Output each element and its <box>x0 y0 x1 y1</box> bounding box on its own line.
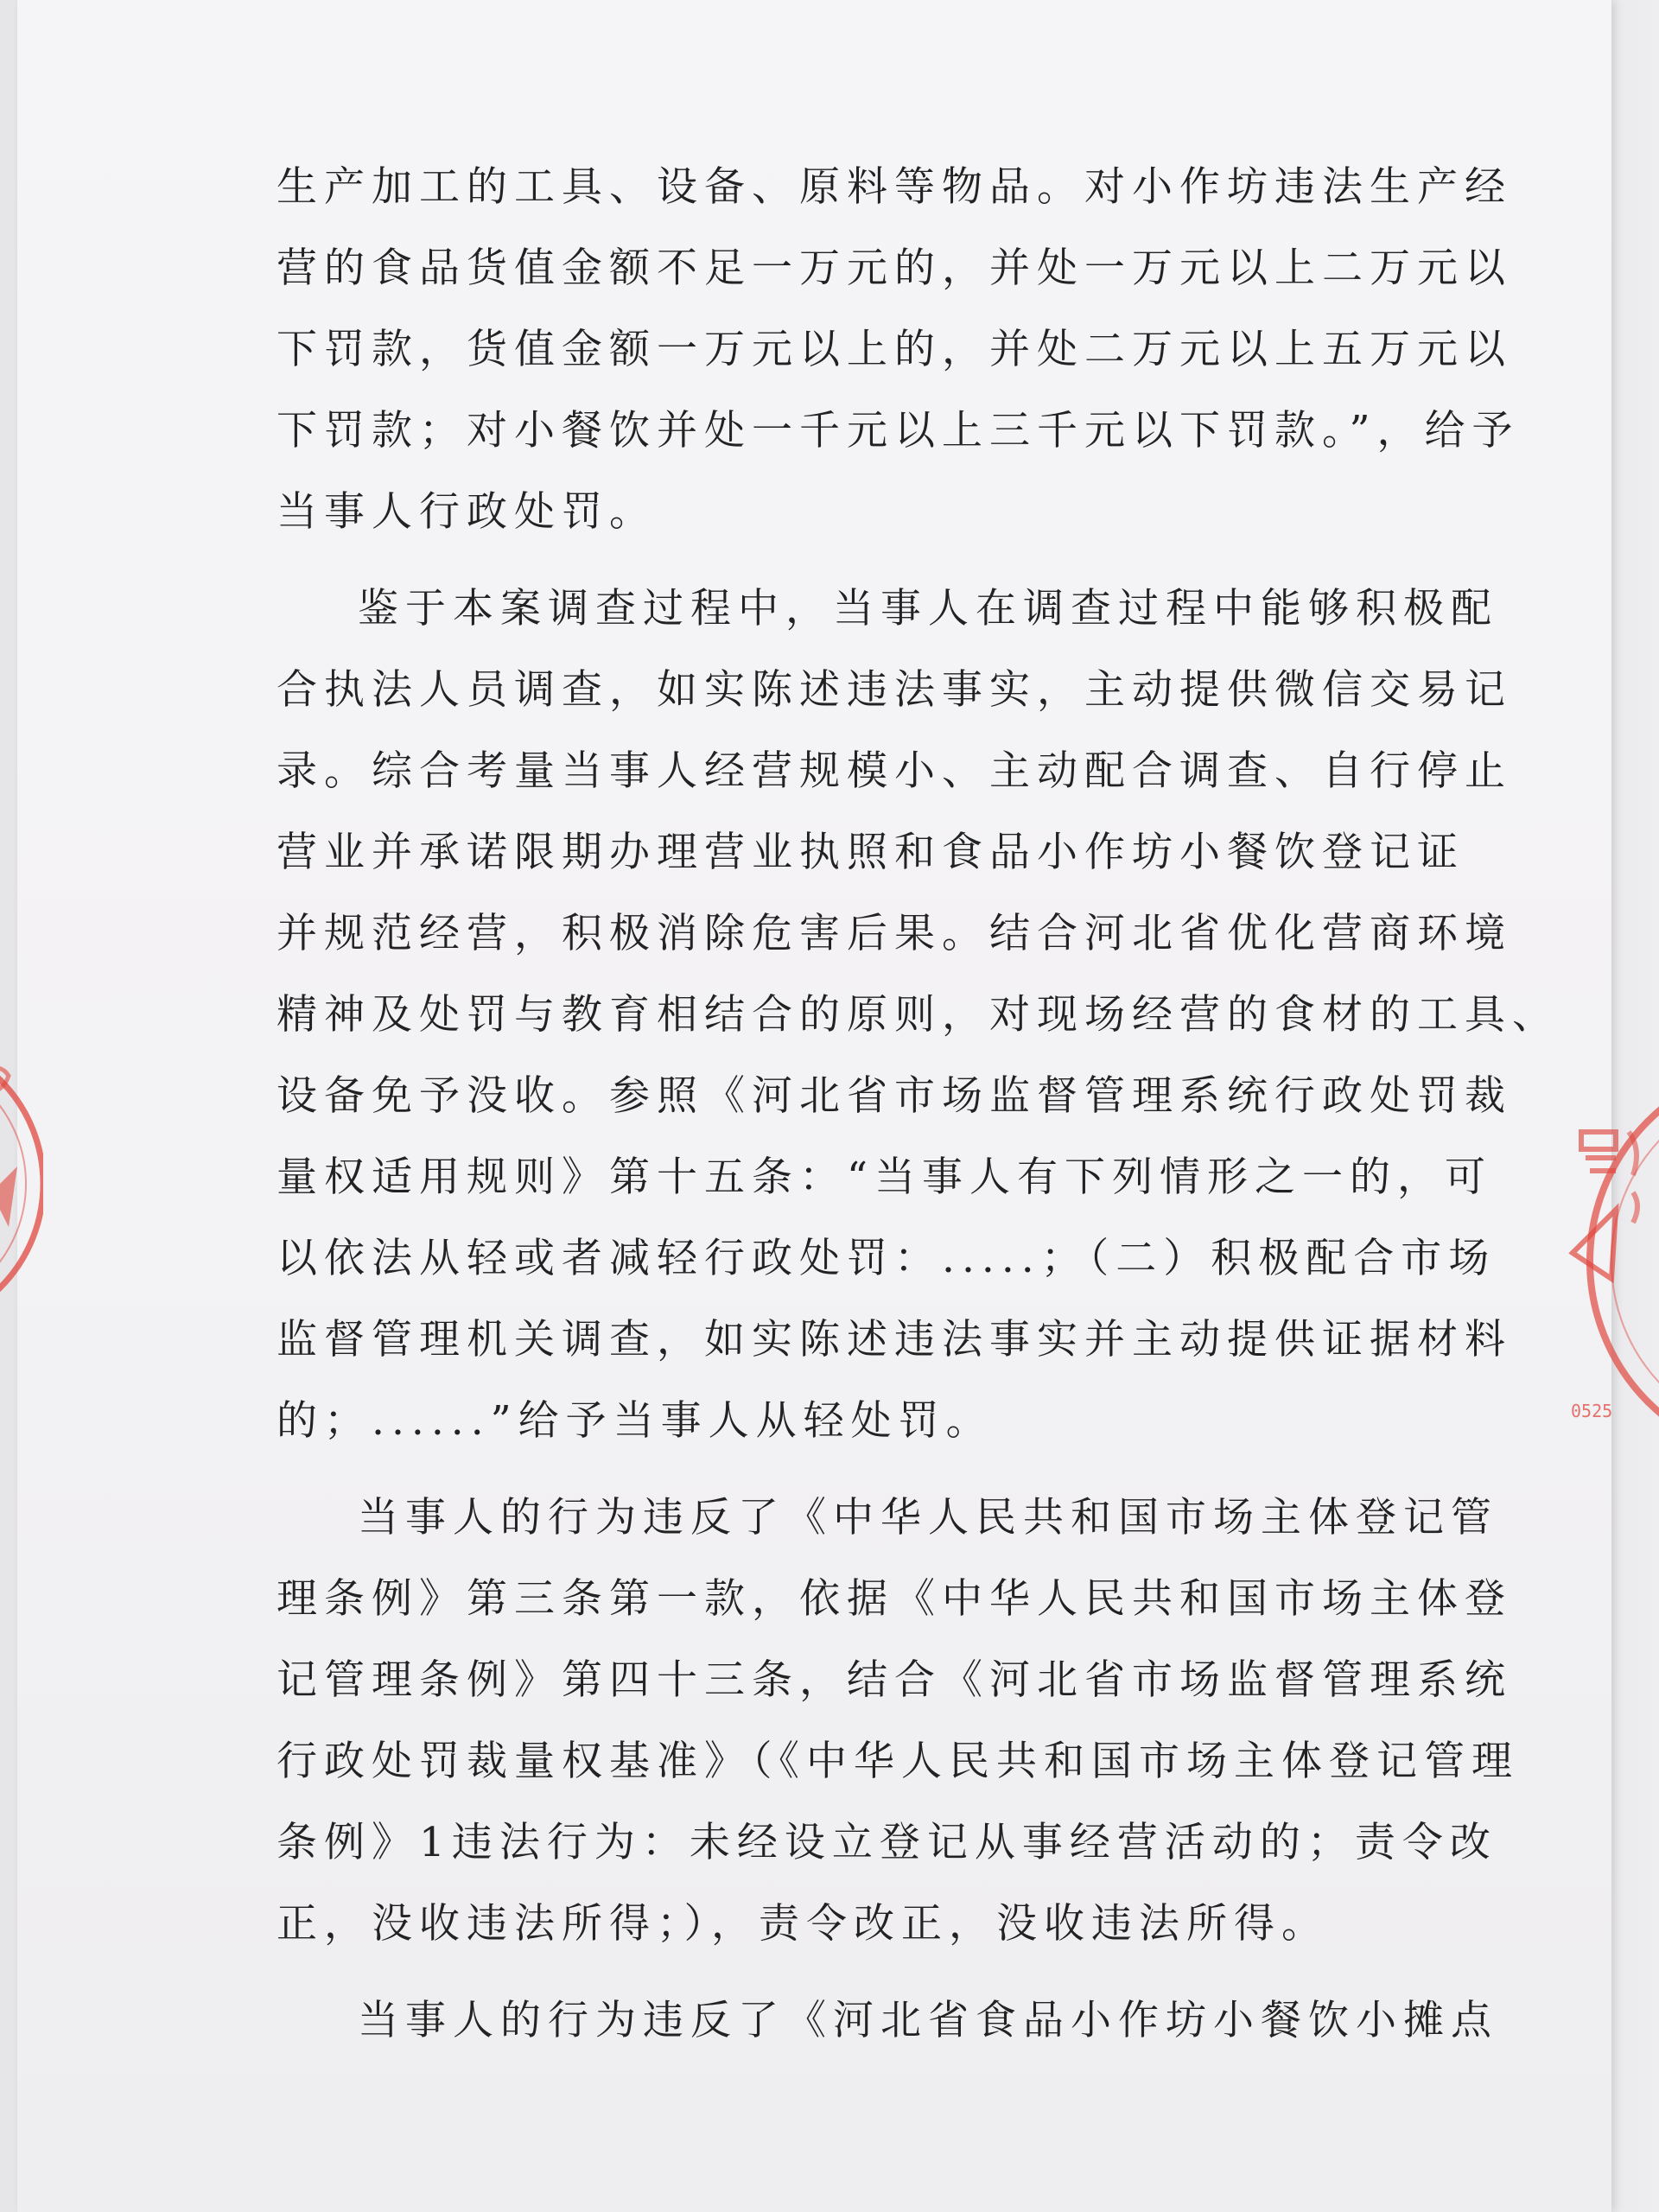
text-line: 营业并承诺限期办理营业执照和食品小作坊小餐饮登记证 <box>276 829 1465 876</box>
text-line: 生产加工的工具、设备、原料等物品。对小作坊违法生产经 <box>276 163 1512 211</box>
text-line: 监督管理机关调查，如实陈述违法事实并主动提供证据材料 <box>276 1316 1512 1363</box>
text-line: 行政处罚裁量权基准》（《中华人民共和国市场主体登记管理 <box>276 1738 1519 1785</box>
left-seal-stamp <box>0 1020 43 1348</box>
text-line: 量权适用规则》第十五条：“当事人有下列情形之一的，可 <box>276 1154 1493 1201</box>
text-line: 理条例》第三条第一款，依据《中华人民共和国市场主体登 <box>276 1575 1512 1623</box>
stamp-digits: 0525 <box>1571 1401 1613 1421</box>
right-seal-stamp <box>1564 1080 1659 1443</box>
text-line: 设备免予没收。参照《河北省市场监督管理系统行政处罚裁 <box>276 1072 1512 1120</box>
text-line: 下罚款，货值金额一万元以上的，并处二万元以上五万元以 <box>276 326 1512 373</box>
paragraph-gap <box>276 1965 1452 1980</box>
paragraph-gap <box>276 553 1452 569</box>
text-line: 当事人的行为违反了《河北省食品小作坊小餐饮小摊点 <box>358 1997 1498 2044</box>
body-text <box>276 147 1560 2062</box>
text-line: 下罚款；对小餐饮并处一千元以上三千元以下罚款。”，给予 <box>276 407 1520 454</box>
text-line: 记管理条例》第四十三条，结合《河北省市场监督管理系统 <box>276 1656 1512 1704</box>
text-line: 录。综合考量当事人经营规模小、主动配合调查、自行停止 <box>276 747 1512 795</box>
text-line: 以依法从轻或者减轻行政处罚：.....；（二）积极配合市场 <box>276 1235 1497 1282</box>
text-line: 并规范经营，积极消除危害后果。结合河北省优化营商环境 <box>276 910 1512 957</box>
paragraph-gap <box>276 1462 1452 1478</box>
text-line: 当事人的行为违反了《中华人民共和国市场主体登记管 <box>358 1494 1498 1541</box>
document-page <box>17 0 1611 2212</box>
text-line: 的；......”给予当事人从轻处罚。 <box>276 1397 994 1445</box>
text-line: 当事人行政处罚。 <box>276 488 657 536</box>
text-line: 精神及处罚与教育相结合的原则，对现场经营的食材的工具、 <box>276 991 1560 1039</box>
text-line: 合执法人员调查，如实陈述违法事实，主动提供微信交易记 <box>276 666 1512 714</box>
text-line: 正，没收违法所得；），责令改正，没收违法所得。 <box>276 1900 1329 1948</box>
text-line: 鉴于本案调查过程中，当事人在调查过程中能够积极配 <box>358 585 1498 632</box>
text-line: 营的食品货值金额不足一万元的，并处一万元以上二万元以 <box>276 245 1512 292</box>
text-line: 条例》1违法行为：未经设立登记从事经营活动的；责令改 <box>276 1819 1497 1866</box>
